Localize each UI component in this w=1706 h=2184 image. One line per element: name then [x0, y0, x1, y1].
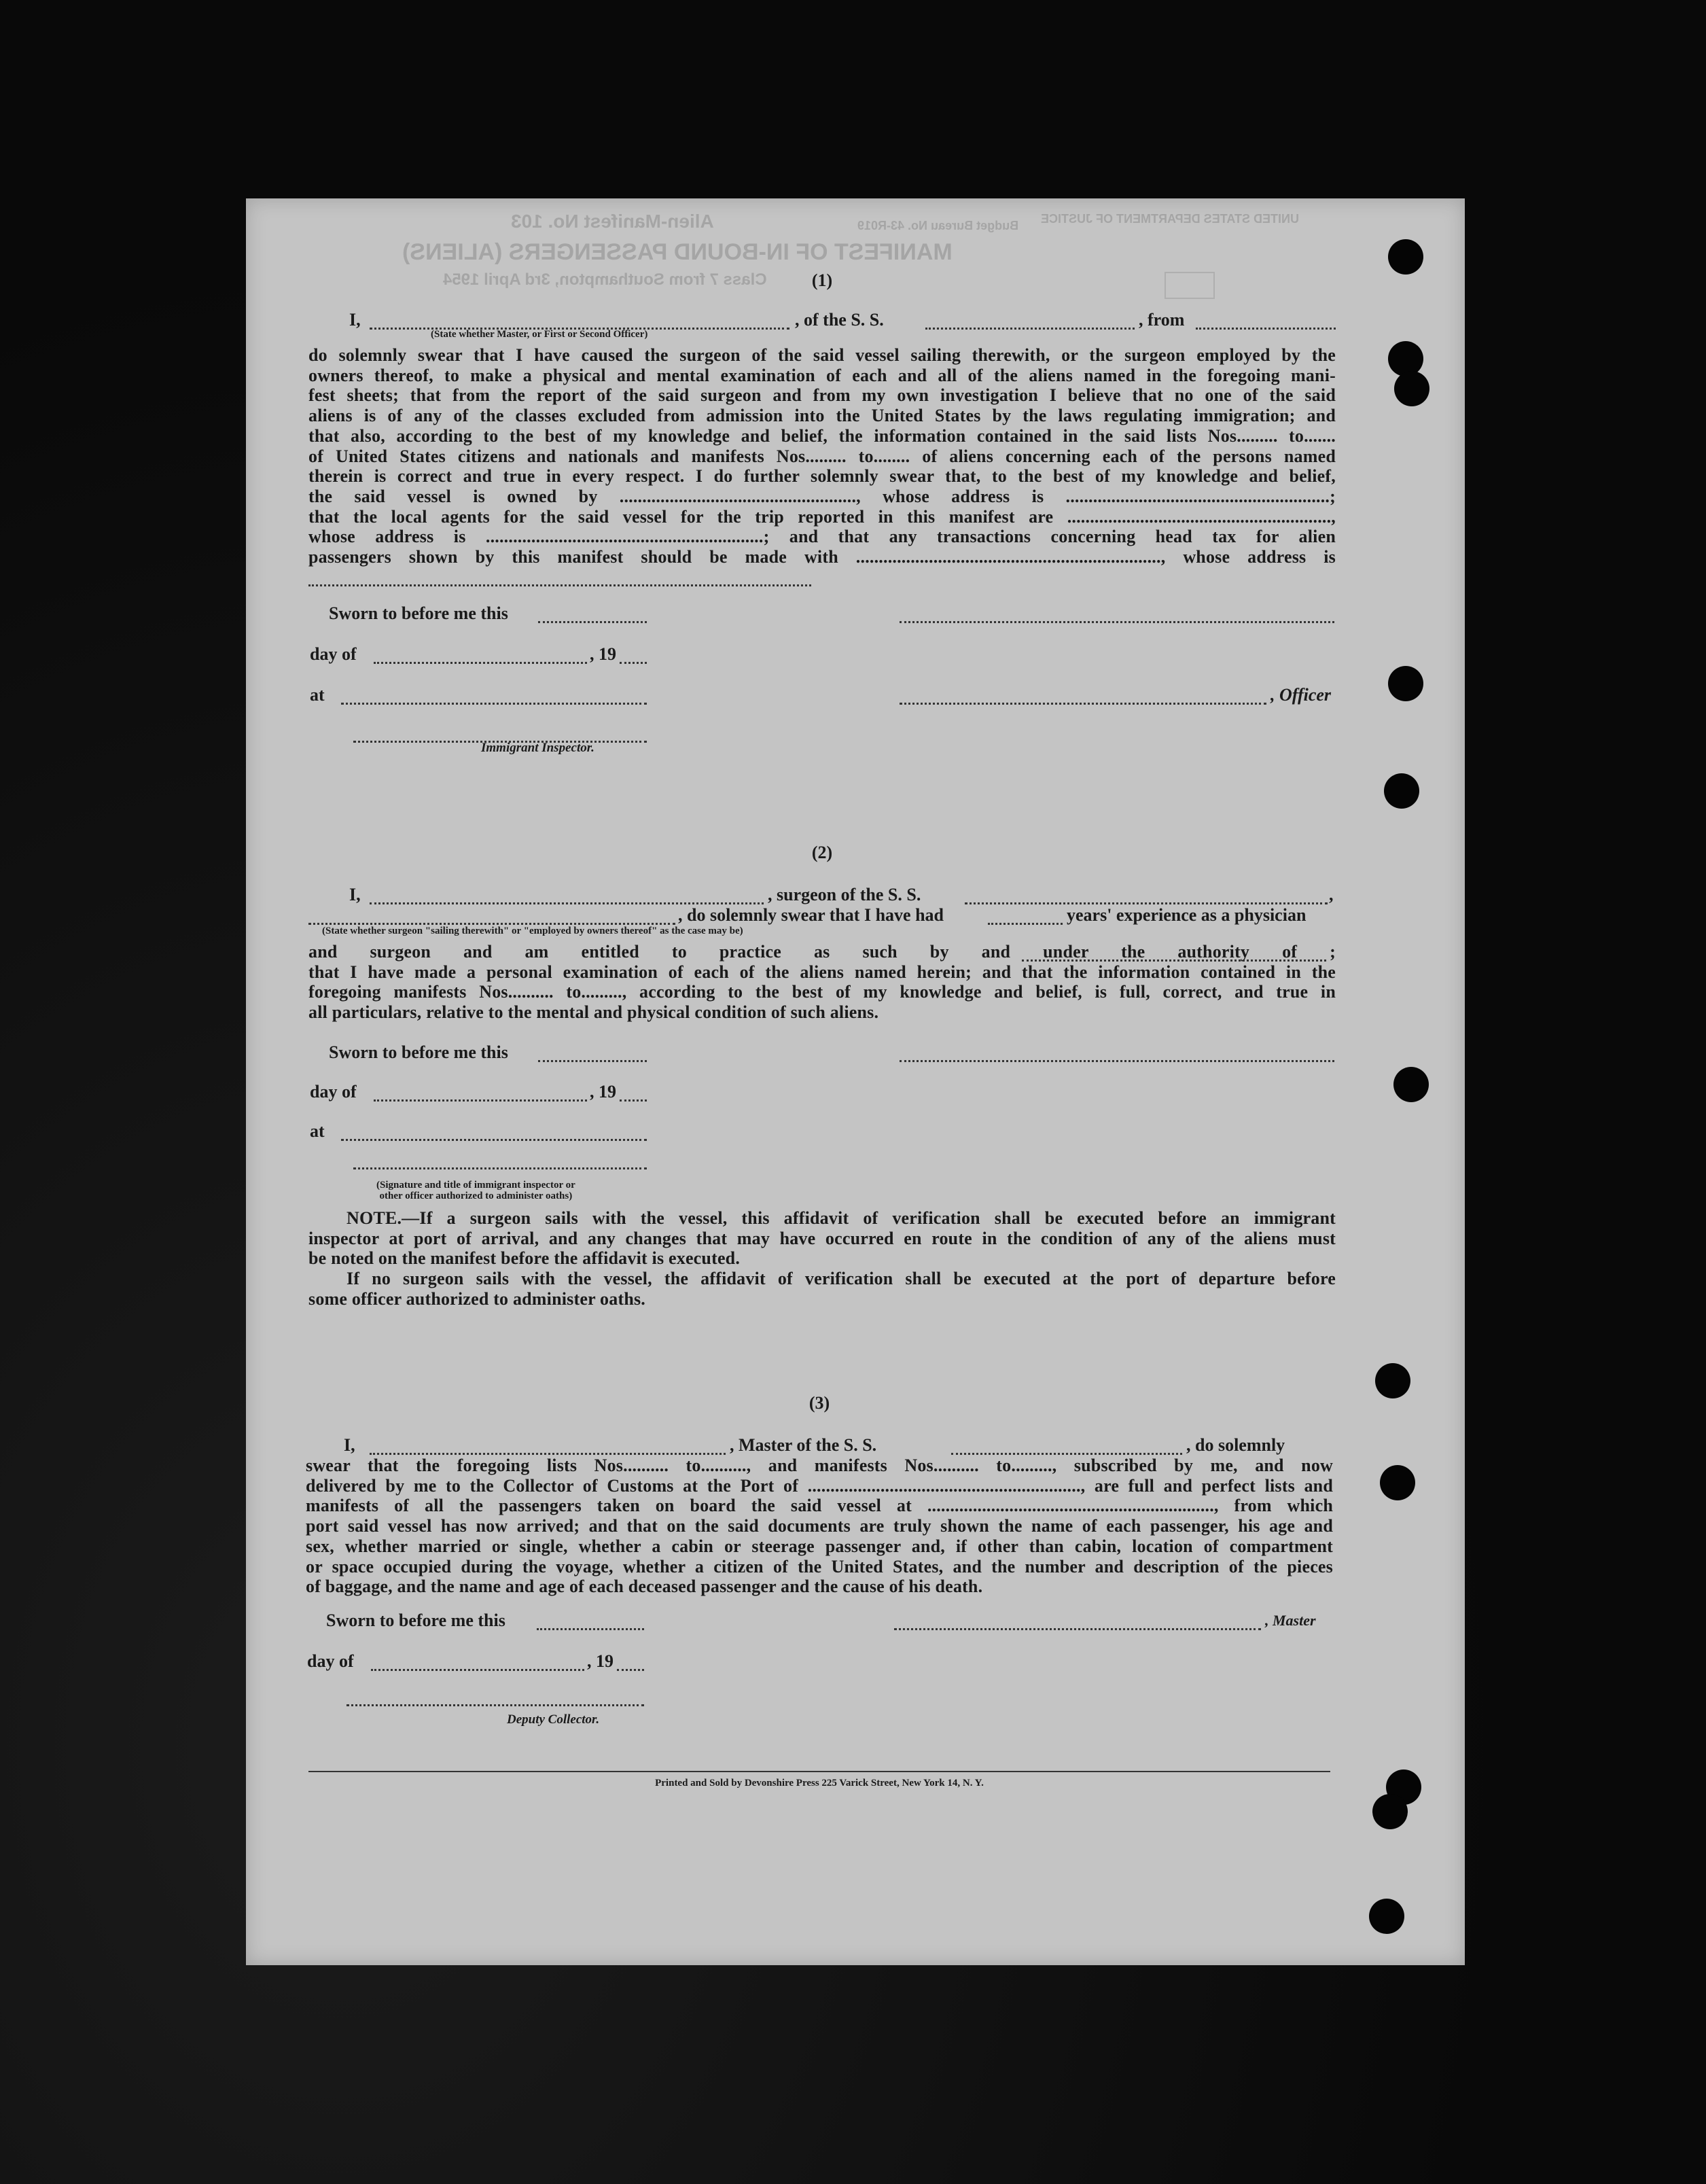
officer-label: , Officer — [1270, 685, 1332, 705]
signature-title-hint: (Signature and title of immigrant inspector or other officer authorized to administer oaths) — [376, 1180, 575, 1201]
pronoun-i: I, — [344, 1435, 355, 1455]
day-of-field[interactable] — [371, 1669, 584, 1671]
authority-field[interactable] — [1022, 959, 1326, 962]
bleed-through-text: Class 7 from Southampton, 3rd April 1954 — [443, 270, 767, 289]
surgeon-of-ss-label: , surgeon of the S. S. — [768, 885, 921, 904]
sworn-label: Sworn to before me this — [329, 603, 508, 623]
day-of-label: day of — [307, 1651, 354, 1671]
day-of-label: day of — [310, 1082, 357, 1102]
punch-hole — [1393, 1067, 1429, 1102]
at-field[interactable] — [341, 703, 647, 705]
sworn-label: Sworn to before me this — [326, 1610, 505, 1630]
year-label: , 19 — [590, 644, 616, 664]
bleed-through-text: Alien-Manifest No. 103 — [511, 211, 714, 232]
day-of-field[interactable] — [374, 1099, 587, 1102]
punch-hole — [1388, 341, 1423, 376]
day-of-label: day of — [310, 644, 357, 664]
note-paragraph: NOTE.—If a surgeon sails with the vessel, this affidavit of verification shall be executed before an immigrant inspector at port of arrival, and any changes that may have occurred en route in the condition of any of the aliens must be noted on the manifest before the affidavit is executed. If no surgeon sails with the vessel, the affidavit of verification shall be executed at the port of departure before some officer authorized to administer oaths. — [308, 1208, 1336, 1309]
year-field[interactable] — [620, 662, 647, 664]
at-label: at — [310, 685, 325, 705]
from-label: , from — [1139, 310, 1185, 330]
deputy-collector-label: Deputy Collector. — [507, 1712, 600, 1727]
sworn-field[interactable] — [537, 1628, 644, 1630]
punch-hole — [1384, 773, 1419, 809]
punch-hole — [1388, 666, 1423, 701]
sworn-field[interactable] — [538, 621, 647, 623]
bleed-through-text: UNITED STATES DEPARTMENT OF JUSTICE — [1041, 212, 1300, 226]
comma: , — [1329, 885, 1334, 904]
surgeon-name-field[interactable] — [370, 902, 764, 904]
officer-hint: (State whether Master, or First or Second Officer) — [431, 329, 648, 340]
of-the-ss-label: , of the S. S. — [795, 310, 884, 330]
vessel-name-field[interactable] — [965, 902, 1328, 904]
bleed-through-heading: MANIFEST OF IN-BOUND PASSENGERS (ALIENS) — [402, 239, 953, 265]
from-port-field[interactable] — [1196, 328, 1336, 330]
oath-paragraph: do solemnly swear that I have caused the surgeon of the said vessel sailing therewith, or the surgeon employed by the owners thereof, to make a physical and mental examination of each and all of the aliens named in the foregoing mani- fest sheets; that from the report of the said surgeon and from my own investigation I believe that no one of the said aliens is of any of the classes excluded from admission into the United States by the laws regulating immigration; and that also, according to the best of my knowledge and belief, the information contained in the said lists Nos......... to....... of United States citizens and nationals and manifests Nos......... to........ of aliens concerning each of the persons named therein is correct and true in every respect. I do further solemnly swear that, to the best of my knowledge and belief, the said vessel is owned by ...................................................., whose address is ..........................................................; that the local agents for the said vessel for the trip reported in this manifest are .........................................................., whose address is .............................................................; and that any transactions concerning head tax for alien passengers shown by this manifest should be made with ..................................................................., whose address is — [308, 345, 1336, 567]
vessel-name-field[interactable] — [951, 1453, 1182, 1455]
punch-hole — [1375, 1363, 1410, 1398]
delivery-paragraph: swear that the foregoing lists Nos.......... to.........., and manifests Nos.......... to........., subscribed by me, and now delivered by me to the Collector of Customs at the Port of ............................................................, are full and perfect lists and manifests of all the passengers taken on board the said vessel at ..............................................................., from which port said vessel has now arrived; and that on the said documents are truly shown the name of each passenger, his age and sex, whether married or single, whether a cabin or steerage passenger and, if other than cabin, location of compartment or space occupied during the voyage, whether a citizen of the United States, and the number and description of the pieces of baggage, and the name and age of each deceased passenger and the cause of his death. — [306, 1456, 1333, 1597]
pronoun-i: I, — [349, 310, 361, 330]
section-number: (3) — [808, 1393, 830, 1413]
footer-rule — [308, 1771, 1330, 1772]
imprint-text: Printed and Sold by Devonshire Press 225 Varick Street, New York 14, N. Y. — [655, 1778, 984, 1789]
sworn-field[interactable] — [538, 1060, 647, 1062]
inspector-label: Immigrant Inspector. — [481, 741, 594, 755]
address-continuation-field[interactable] — [308, 584, 811, 586]
deputy-collector-signature-field[interactable] — [346, 1704, 644, 1706]
surgeon-status-field[interactable] — [308, 923, 675, 925]
master-label: , Master — [1265, 1612, 1316, 1629]
affidavit-surgeon — [308, 843, 1336, 1332]
officer-title-field[interactable] — [900, 703, 1266, 705]
punch-hole — [1388, 239, 1423, 275]
vessel-name-field[interactable] — [925, 328, 1135, 330]
surgeon-hint: (State whether surgeon "sailing therewith" or "employed by owners thereof" as the case may be) — [322, 926, 743, 936]
year-field[interactable] — [620, 1099, 647, 1102]
year-label: , 19 — [587, 1651, 614, 1671]
affidavit-master — [308, 265, 1336, 768]
signature-field[interactable] — [900, 1060, 1334, 1062]
section-number: (2) — [811, 843, 833, 862]
do-solemnly-text: , do solemnly — [1186, 1435, 1285, 1455]
swear-text: , do solemnly swear that I have had — [678, 905, 944, 925]
master-signature-field[interactable] — [894, 1628, 1261, 1630]
year-label: , 19 — [590, 1082, 616, 1102]
master-name-field[interactable] — [370, 1453, 726, 1455]
at-label: at — [310, 1121, 325, 1141]
inspector-signature-field[interactable] — [353, 1167, 647, 1169]
day-of-field[interactable] — [374, 662, 587, 664]
punch-hole — [1369, 1899, 1404, 1934]
affidavit-master-delivery — [306, 1393, 1333, 1746]
pronoun-i: I, — [349, 885, 361, 904]
signature-field[interactable] — [900, 621, 1334, 623]
experience-text: years' experience as a physician — [1067, 905, 1307, 925]
sworn-label: Sworn to before me this — [329, 1042, 508, 1062]
punch-hole — [1380, 1465, 1415, 1500]
bleed-through-text: Budget Bureau No. 43-R019 — [857, 219, 1019, 232]
at-field[interactable] — [341, 1139, 647, 1141]
punch-hole — [1394, 371, 1429, 406]
surgeon-paragraph: and surgeon and am entitled to practice as such by and under the authority of ; that I have made a personal examination of each of the aliens named herein; and that the information contained in the foregoing manifests Nos.......... to........., according to the best of my knowledge and belief, is full, correct, and true in all particulars, relative to the mental and physical condition of such aliens. — [308, 942, 1336, 1023]
master-of-ss-label: , Master of the S. S. — [730, 1435, 877, 1455]
section-number: (1) — [811, 270, 833, 290]
year-field[interactable] — [617, 1669, 644, 1671]
punch-hole — [1372, 1794, 1408, 1829]
years-field[interactable] — [988, 923, 1063, 925]
